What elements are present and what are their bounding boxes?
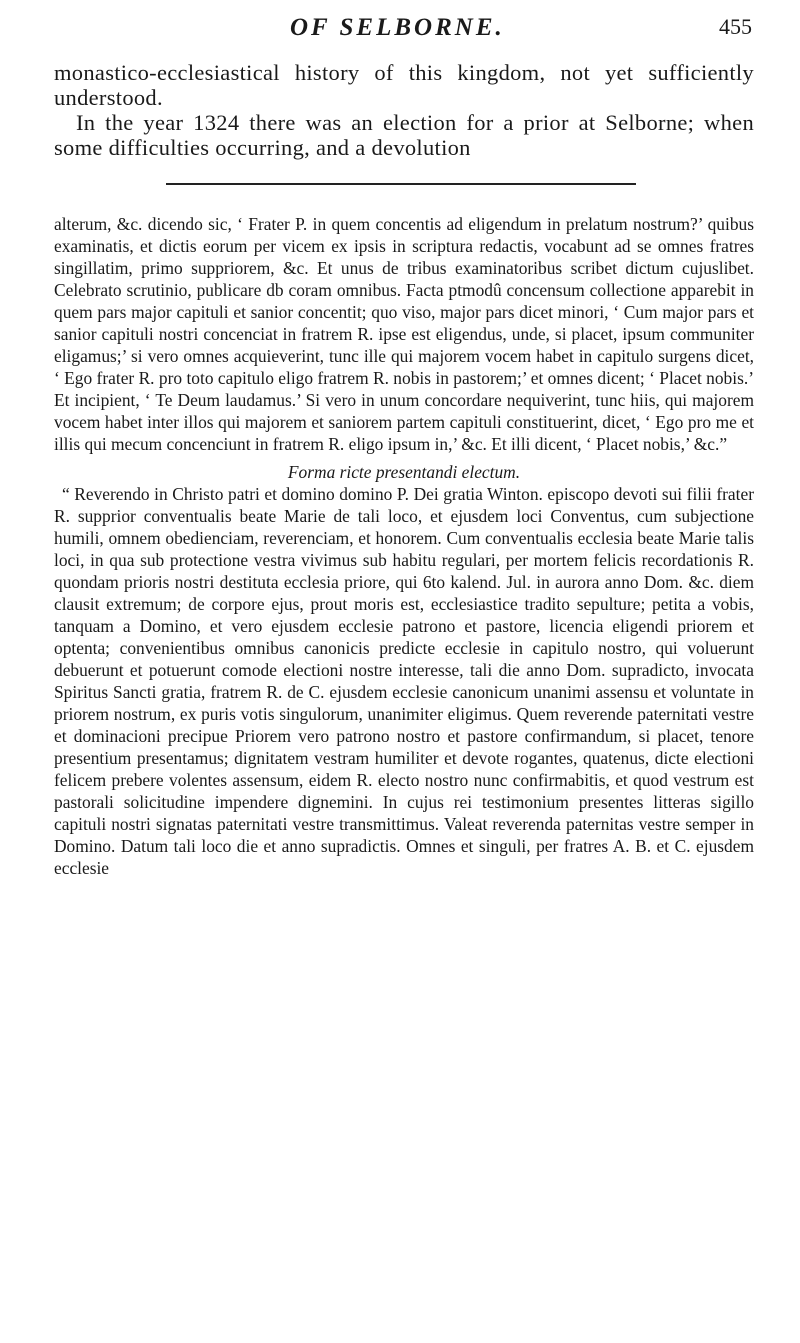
running-head bbox=[54, 0, 754, 50]
main-paragraph: monastico-ecclesiastical history of this kingdom, not yet sufficiently understood. bbox=[54, 60, 754, 110]
footnote-paragraph: “ Reverendo in Christo patri et domino domino P. Dei gratia Winton. episcopo devoti sui filii frater R. supprior conventualis beate Marie de tali loco, et ejusdem loci Conventus, cum subjectione humili, omnem obedienciam, reverenciam, et honorem. Cum conventualis ecclesia beate Marie talis loci, in qua sub protectione vestra vivimus sub habitu regulari, per mortem felicis recordationis R. quondam prioris nostri destituta ecclesia priore, qui 6to kalend. Jul. in aurora anno Dom. &c. diem clausit extremum; de corpore ejus, prout moris est, ecclesiastice tradito sepulture; petita a vobis, tanquam a Domino, et vero ejusdem ecclesie patrono et pastore, licencia eligendi priorem et optenta; convenientibus omnibus canonicis predicte ecclesie in capitulo nostro, qui voluerunt debuerunt et potuerunt comode electioni nostre interesse, tali die anno Dom. supradicto, invocata Spiritus Sancti gratia, fratrem R. de C. ejusdem ecclesie canonicum unanimi assensu et voluntate in priorem nostrum, ex puris votis singulorum, unanimiter eligimus. Quem reverende paternitati vestre et dominacioni precipue Priorem vero patrono nostro et pastore confirmandum, si placet, tenore presentium presentamus; dignitatem vestram humiliter et devote rogantes, quatenus, dicte electioni felicem prebere volentes assensum, eidem R. electo nostro nunc confirmabitis, et quod vestrum est pastorali solicitudine impendere dignemini. In cujus rei testimonium presentes litteras sigillo capituli nostri signatas paternitati vestre transmittimus. Valeat reverenda paternitas vestre semper in Domino. Datum tali loco die et anno supradictis. Omnes et singuli, per fratres A. B. et C. ejusdem ecclesie bbox=[54, 484, 754, 878]
footnote-paragraph: alterum, &c. dicendo sic, ‘ Frater P. in quem concentis ad eligendum in prelatum nostrum?’ quibus examinatis, et dictis eorum per vicem ex ipsis in scriptura redactis, vocabunt ad se omnes fratres singillatim, primo suppriorem, &c. Et unus de tribus examinatoribus scribet dictum cujuslibet. Celebrato scrutinio, publicare db coram omnibus. Facta ptmodû concensum collectione apparebit in quem pars major capituli et sanior concentit; quo viso, major pars dicet minori, ‘ Cum major pars et sanior capituli nostri concenciat in fratrem R. ipse est eligendus, unde, si placet, ipsum communiter eligamus;’ si vero omnes acquieverint, tunc ille qui majorem vocem habet in capitulo surgens dicet, ‘ Ego frater R. pro toto capitulo eligo fratrem R. nobis in pastorem;’ et omnes dicent; ‘ Placet nobis.’ Et incipient, ‘ Te Deum laudamus.’ Si vero in unum concordare nequiverint, tunc hiis, qui majorem vocem habet inter illos qui majorem et saniorem partem capituli constituerint, dicet, ‘ Ego pro me et illis qui mecum concenciunt in fratrem R. eligo ipsum in,’ &c. Et illi dicent, ‘ Placet nobis,’ &c.” bbox=[54, 214, 754, 454]
footnote-divider bbox=[166, 183, 636, 185]
footnote-text bbox=[54, 213, 754, 879]
running-title: OF SELBORNE. bbox=[290, 14, 505, 41]
footnote-heading: Forma ricte presentandi electum. bbox=[287, 462, 521, 482]
book-page bbox=[54, 0, 754, 879]
main-paragraph: In the year 1324 there was an election for a prior at Selborne; when some difficulties occurring, and a devolution bbox=[54, 110, 754, 160]
page-number: 455 bbox=[719, 14, 752, 39]
main-text bbox=[54, 60, 754, 160]
